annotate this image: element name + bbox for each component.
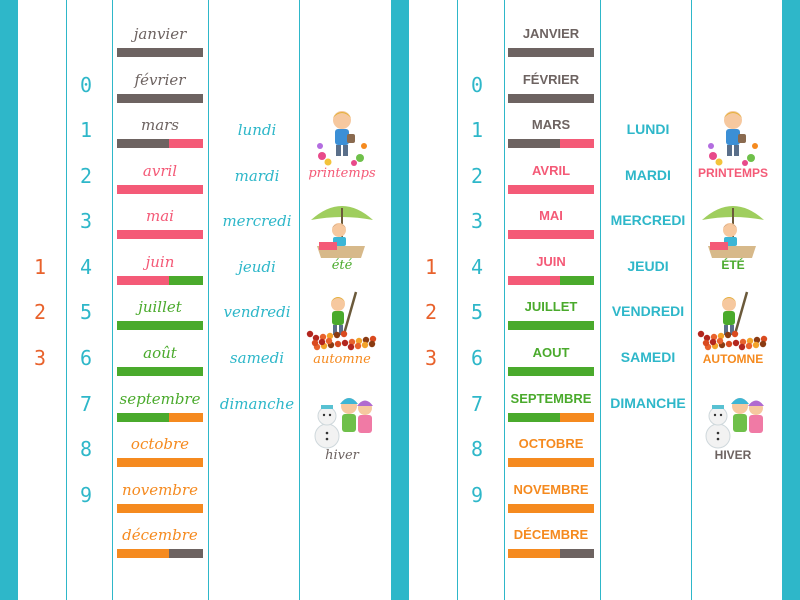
season-label: automne: [313, 352, 371, 367]
digit-5: 5: [470, 300, 484, 324]
season-label: hiver: [325, 448, 359, 463]
day-3: JEUDI: [627, 258, 669, 274]
bar-segment: [508, 185, 594, 194]
day-3: jeudi: [238, 258, 276, 276]
autumn-boy-rake-leaves-icon: [297, 290, 387, 354]
bar-segment: [117, 94, 203, 103]
ordinal-number: 3: [33, 346, 47, 370]
digit-2: 2: [470, 164, 484, 188]
bar-segment: [169, 276, 203, 285]
month-color-bar: [117, 48, 203, 57]
day-0: LUNDI: [626, 121, 670, 137]
bar-segment: [508, 367, 594, 376]
autumn-boy-rake-leaves-icon: [688, 290, 778, 354]
bar-segment: [117, 458, 203, 467]
bar-segment: [560, 139, 594, 148]
month-item: [114, 525, 206, 558]
bar-segment: [117, 139, 169, 148]
month-label: mars: [140, 116, 180, 134]
center-divider: [391, 0, 409, 600]
month-item: [505, 434, 597, 467]
bar-segment: [508, 48, 594, 57]
day-4: VENDREDI: [611, 303, 685, 319]
day-5: SAMEDI: [620, 349, 676, 365]
month-color-bar: [117, 549, 203, 558]
month-color-bar: [508, 230, 594, 239]
month-label: février: [134, 71, 186, 89]
month-color-bar: [508, 48, 594, 57]
digit-1: 1: [470, 118, 484, 142]
month-color-bar: [508, 413, 594, 422]
print-panel: [409, 0, 782, 600]
bar-segment: [117, 185, 203, 194]
bar-segment: [117, 321, 203, 330]
digit-1: 1: [79, 118, 93, 142]
month-label: août: [143, 344, 177, 362]
month-color-bar: [508, 139, 594, 148]
month-label: NOVEMBRE: [513, 482, 589, 497]
day-2: MERCREDI: [610, 212, 686, 228]
month-label: MAI: [539, 208, 563, 223]
bar-segment: [169, 139, 203, 148]
digit-2: 2: [79, 164, 93, 188]
day-4: vendredi: [223, 303, 291, 321]
month-color-bar: [117, 367, 203, 376]
month-color-bar: [117, 458, 203, 467]
digit-8: 8: [470, 437, 484, 461]
month-label: juin: [145, 253, 175, 271]
day-1: MARDI: [625, 167, 671, 183]
month-color-bar: [117, 276, 203, 285]
month-item: [114, 297, 206, 330]
digit-0: 0: [470, 73, 484, 97]
month-color-bar: [508, 504, 594, 513]
month-color-bar: [508, 185, 594, 194]
month-item: [505, 115, 597, 148]
season-label: HIVER: [714, 448, 752, 462]
season-item: [688, 198, 778, 272]
month-item: [505, 24, 597, 57]
season-item: [297, 386, 387, 463]
bar-segment: [169, 549, 203, 558]
bar-segment: [117, 230, 203, 239]
day-0: lundi: [237, 121, 277, 139]
ordinal-number: 3: [424, 346, 438, 370]
season-item: [688, 290, 778, 366]
digit-7: 7: [470, 392, 484, 416]
month-item: [505, 525, 597, 558]
month-item: [505, 480, 597, 513]
right-border: [782, 0, 800, 600]
cursive-panel: [18, 0, 391, 600]
month-color-bar: [117, 185, 203, 194]
month-label: septembre: [119, 390, 201, 408]
month-color-bar: [117, 230, 203, 239]
bar-segment: [508, 139, 560, 148]
bar-segment: [117, 504, 203, 513]
digit-3: 3: [470, 209, 484, 233]
digit-9: 9: [79, 483, 93, 507]
month-label: FÉVRIER: [522, 72, 580, 87]
month-color-bar: [117, 94, 203, 103]
month-item: [114, 70, 206, 103]
season-item: [688, 106, 778, 180]
season-label: ÉTÉ: [721, 258, 745, 272]
month-item: [505, 343, 597, 376]
month-label: JANVIER: [522, 26, 580, 41]
spring-boy-flowers-icon: [297, 106, 387, 168]
season-label: été: [331, 258, 353, 273]
day-2: mercredi: [222, 212, 292, 230]
bar-segment: [117, 413, 169, 422]
month-item: [114, 389, 206, 422]
digit-0: 0: [79, 73, 93, 97]
month-item: [505, 252, 597, 285]
month-item: [114, 115, 206, 148]
month-item: [505, 206, 597, 239]
month-item: [505, 161, 597, 194]
month-label: AOUT: [532, 345, 570, 360]
month-item: [114, 252, 206, 285]
left-border: [0, 0, 18, 600]
month-color-bar: [508, 276, 594, 285]
month-color-bar: [117, 139, 203, 148]
month-label: juillet: [138, 298, 182, 316]
month-label: SEPTEMBRE: [510, 391, 592, 406]
season-item: [297, 198, 387, 273]
month-item: [114, 434, 206, 467]
month-color-bar: [508, 367, 594, 376]
winter-kids-snowman-icon: [688, 386, 778, 450]
season-item: [297, 290, 387, 367]
digit-8: 8: [79, 437, 93, 461]
day-6: dimanche: [219, 395, 295, 413]
month-label: MARS: [531, 117, 571, 132]
bar-segment: [508, 504, 594, 513]
digit-4: 4: [79, 255, 93, 279]
bar-segment: [508, 94, 594, 103]
season-item: [688, 386, 778, 462]
season-label: PRINTEMPS: [697, 166, 768, 180]
season-item: [297, 106, 387, 181]
winter-kids-snowman-icon: [297, 386, 387, 450]
bar-segment: [560, 549, 594, 558]
month-label: mai: [146, 207, 174, 225]
month-color-bar: [508, 94, 594, 103]
month-color-bar: [508, 458, 594, 467]
season-label: AUTOMNE: [702, 352, 764, 366]
spring-boy-flowers-icon: [688, 106, 778, 168]
season-label: printemps: [308, 166, 376, 181]
month-item: [114, 206, 206, 239]
day-1: mardi: [234, 167, 280, 185]
bar-segment: [508, 549, 560, 558]
month-item: [505, 297, 597, 330]
month-color-bar: [117, 504, 203, 513]
month-color-bar: [117, 413, 203, 422]
ordinal-number: 2: [33, 300, 47, 324]
month-item: [114, 24, 206, 57]
month-label: JUIN: [536, 254, 566, 269]
digit-5: 5: [79, 300, 93, 324]
day-6: DIMANCHE: [610, 395, 686, 411]
month-item: [505, 389, 597, 422]
ordinal-number: 2: [424, 300, 438, 324]
bar-segment: [508, 230, 594, 239]
month-item: [114, 343, 206, 376]
bar-segment: [508, 458, 594, 467]
month-label: DÉCEMBRE: [513, 527, 589, 542]
month-item: [114, 480, 206, 513]
digit-4: 4: [470, 255, 484, 279]
ordinal-number: 1: [424, 255, 438, 279]
digit-3: 3: [79, 209, 93, 233]
month-color-bar: [117, 321, 203, 330]
day-5: samedi: [229, 349, 285, 367]
bar-segment: [508, 276, 560, 285]
bar-segment: [169, 413, 203, 422]
month-label: novembre: [122, 481, 198, 499]
digit-9: 9: [470, 483, 484, 507]
month-label: décembre: [122, 526, 198, 544]
bar-segment: [560, 413, 594, 422]
digit-6: 6: [79, 346, 93, 370]
digit-6: 6: [470, 346, 484, 370]
month-label: OCTOBRE: [518, 436, 584, 451]
ordinal-number: 1: [33, 255, 47, 279]
month-label: janvier: [133, 25, 187, 43]
month-label: JUILLET: [524, 299, 578, 314]
bar-segment: [117, 549, 169, 558]
bar-segment: [508, 413, 560, 422]
month-color-bar: [508, 321, 594, 330]
month-color-bar: [508, 549, 594, 558]
bar-segment: [117, 48, 203, 57]
bar-segment: [560, 276, 594, 285]
month-label: avril: [142, 162, 178, 180]
month-item: [114, 161, 206, 194]
bar-segment: [508, 321, 594, 330]
summer-girl-umbrella-icon: [688, 198, 778, 260]
month-label: octobre: [130, 435, 190, 453]
summer-girl-umbrella-icon: [297, 198, 387, 260]
bar-segment: [117, 276, 169, 285]
digit-7: 7: [79, 392, 93, 416]
bar-segment: [117, 367, 203, 376]
month-label: AVRIL: [531, 163, 571, 178]
month-item: [505, 70, 597, 103]
